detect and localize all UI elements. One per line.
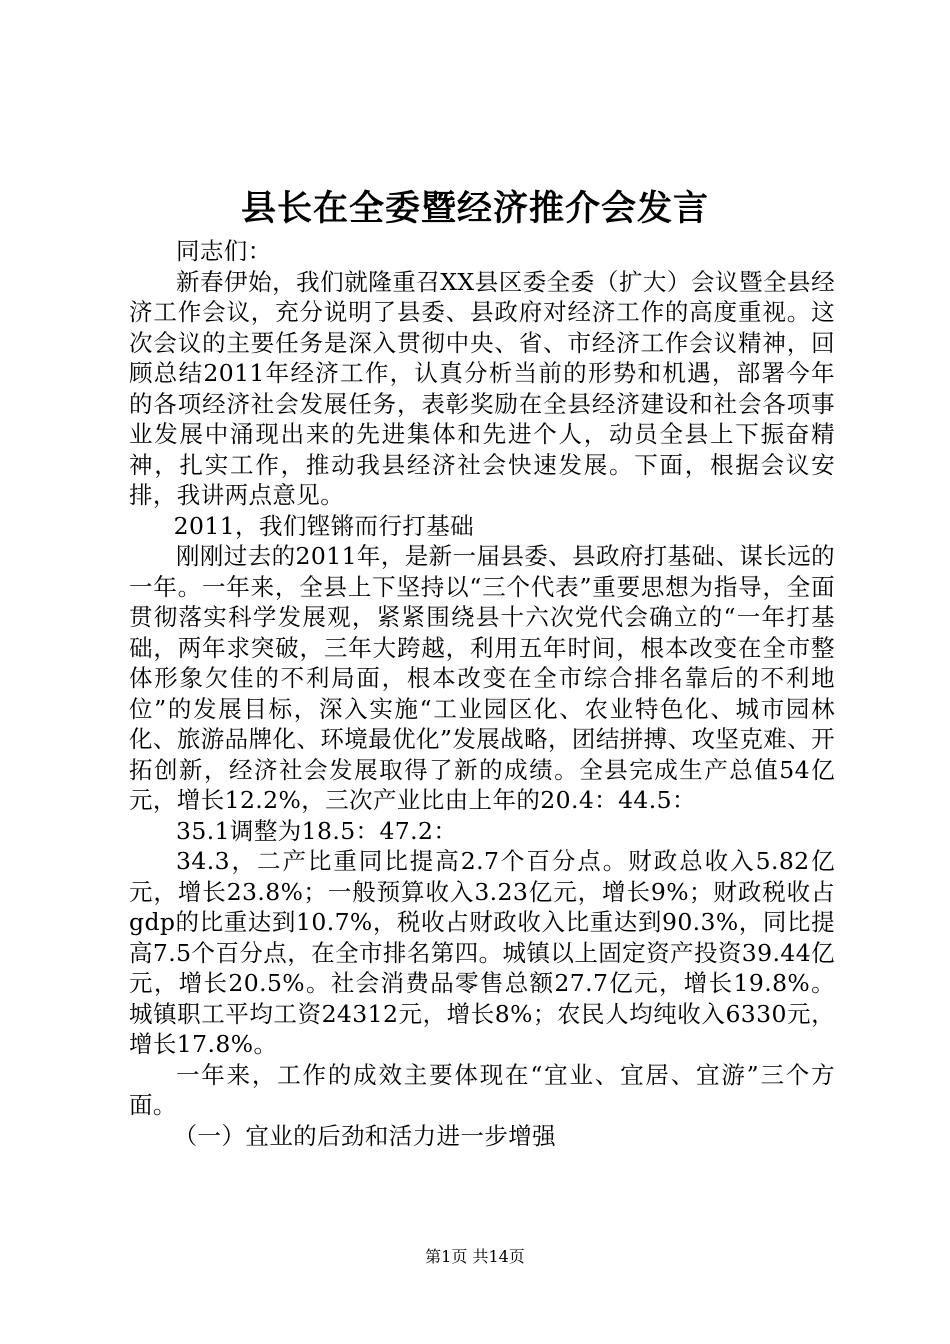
body-paragraph: 刚刚过去的2011年，是新一届县委、县政府打基础、谋长远的一年。一年来，全县上下坚持以“三个代表”重要思想为指导，全面贯彻落实科学发展观，紧紧围绕县十六次党代会确立的“一年打基础，两年求突破，三年大跨越，利用五年时间，根本改变在全市整体形象欠佳的不利局面，根本改变在全市综合排名靠后的不利地位”的发展目标，深入实施“工业园区化、农业特色化、城市园林化、旅游品牌化、环境最优化”发展战略，团结拼搏、攻坚克难、开拓创新，经济社会发展取得了新的成绩。全县完成生产总值54亿元，增长12.2%，三次产业比由上年的20.4：44.5： [129, 542, 835, 814]
body-paragraph: 34.3，二产比重同比提高2.7个百分点。财政总收入5.82亿元，增长23.8%；一般预算收入3.23亿元，增长9%；财政税收占gdp的比重达到10.7%，税收占财政收入比重达到90.3%，同比提高7.5个百分点，在全市排名第四。城镇以上固定资产投资39.44亿元，增长20.5%。社会消费品零售总额27.7亿元，增长19.8%。城镇职工平均工资24312元，增长8%；农民人均纯收入6330元，增长17.8%。 [129, 847, 835, 1058]
subsection-heading: （一）宜业的后劲和活力进一步增强 [173, 1121, 557, 1150]
salutation-paragraph: 同志们： [176, 237, 272, 265]
body-paragraph: 新春伊始，我们就隆重召XX县区委全委（扩大）会议暨全县经济工作会议，充分说明了县委、县政府对经济工作的高度重视。这次会议的主要任务是深入贯彻中央、省、市经济工作会议精神，回顾总结2011年经济工作，认真分析当前的形势和机遇，部署今年的各项经济社会发展任务，表彰奖励在全县经济建设和社会各项事业发展中涌现出来的先进集体和先进个人，动员全县上下振奋精神，扎实工作，推动我县经济社会快速发展。下面，根据会议安排，我讲两点意见。 [129, 267, 835, 509]
body-paragraph: 35.1调整为18.5：47.2： [176, 816, 458, 845]
page-number-footer: 第1页 共14页 [425, 1247, 525, 1266]
section-heading: 2011，我们铿锵而行打基础 [173, 511, 475, 540]
body-paragraph: 一年来，工作的成效主要体现在“宜业、宜居、宜游”三个方面。 [129, 1060, 835, 1119]
document-body [129, 236, 835, 1151]
document-title: 县长在全委暨经济推介会发言 [240, 188, 709, 229]
